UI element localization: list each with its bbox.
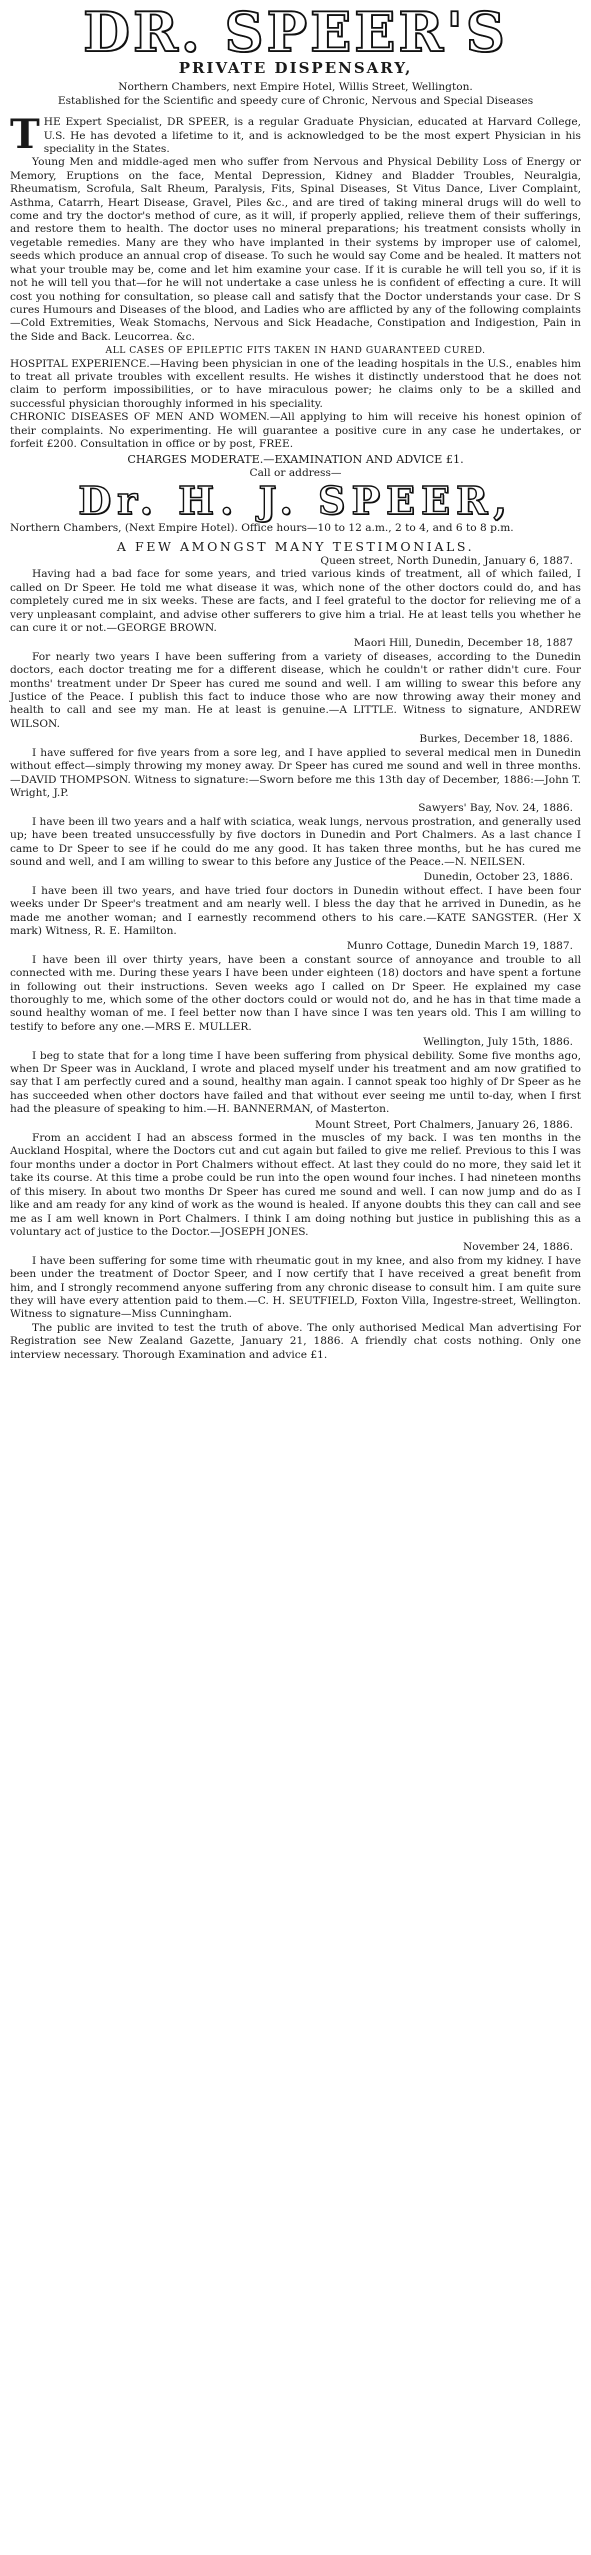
testimonial [10,871,581,938]
hospital-text: —Having been physician in one of the leading hospitals in the U.S., enables him to treat all private troubles with excellent results. He wishes it distinctly understood that he does not claim to perform impossibilities, or to have miraculous power; he claims only to be a skilled and successful physician thoroughly informed in his speciality. [10,357,581,410]
testimonial [10,733,581,800]
symptoms-paragraph: Young Men and middle-aged men who suffer from Nervous and Physical Debility Loss of Energy or Memory, Eruptions on the face, Mental Depression, Kidney and Bladder Troubles, Neuralgia, Rheumatism, Scrofula, Salt Rheum, Paralysis, Fits, Spinal Diseases, St Vitus Dance, Liver Complaint, Asthma, Catarrh, Heart Disease, Gravel, Piles &c., and are tired of taking mineral drugs will do well to come and try the doctor's method of cure, as it will, if properly applied, relieve them of their sufferings, and restore them to health. The doctor uses no mineral preparations; his treatment consists wholly in vegetable remedies. Many are they who have implanted in their systems by improper use of calomel, seeds which produce an annual crop of disease. To such he would say Come and be healed. It matters not what your trouble may be, come and let him examine your case. If it is curable he will tell you so, if it is not he will tell you that—for he will not undertake a case unless he is confident of effecting a cure. It will cost you nothing for consultation, so please call and satisfy that the Doctor understands your case. Dr S cures Humours and Diseases of the blood, and Ladies who are afflicted by any of the following complaints—Cold Extremities, Weak Stomachs, Nervous and Sick Headache, Constipation and Indigestion, Pain in the Side and Back. Leucorrea. &c. [10,156,581,343]
intro-text: HE Expert Specialist, DR SPEER, is a regular Graduate Physician, educated at Harvard College, U.S. He has devoted a lifetime to it, and is acknowledged to be the most expert Physician in his speciality in the States. [43,116,581,156]
doctor-name: Dr. H. J. SPEER, [78,478,513,524]
testimonial [10,637,581,731]
drop-cap: T [10,111,40,159]
established-line: Established for the Scientific and speedy cure of Chronic, Nervous and Special Diseases [57,94,534,107]
testimonial-place: Maori Hill, Dunedin, December 18, 1887 [353,637,573,650]
testimonials-heading: A FEW AMONGST MANY TESTIMONIALS. [116,538,475,554]
office-hours: Northern Chambers, (Next Empire Hotel). Office hours—10 to 12 a.m., 2 to 4, and 6 to 8 p.m. [10,522,514,535]
testimonial-text: I have been ill two years and a half with sciatica, weak lungs, nervous prostration, and generally used up; have been treated unsuccessfully by five doctors in Dunedin and Port Chalmers. As a last chance I came to Dr Speer to see if he could do me any good. It has taken three months, but he has cured me sound and well, and I am willing to swear to this before any Justice of the Peace.—N. NEILSEN. [10,815,581,868]
advertisement [10,0,581,1362]
hospital-paragraph [10,358,581,412]
testimonial-place: Dunedin, October 23, 1886. [423,871,573,884]
closing-paragraph: The public are invited to test the truth of above. The only authorised Medical Man advertising For Registration see New Zealand Gazette, January 21, 1886. A friendly chat costs nothing. Only one interview necessary. Thorough Examination and advice £1. [10,1321,581,1361]
testimonial-text: I have been ill two years, and have tried four doctors in Dunedin without effect. I have been four weeks under Dr Speer's treatment and am nearly well. I bless the day that he arrived in Dunedin, as he made me another woman; and I earnestly recommend others to his care.—KATE SANGSTER. (Her X mark) Witness, R. E. Hamilton. [10,884,581,937]
chronic-text: —All applying to him will receive his honest opinion of their complaints. No experimenting. He will guarantee a positive cure in any case he undertakes, or forfeit £200. Consultation in office or by post, FREE. [10,411,581,450]
testimonial [10,1241,581,1321]
testimonial-text: From an accident I had an abscess formed in the muscles of my back. I was ten months in the Auckland Hospital, where the Doctors cut and cut again but failed to give me relief. Previous to this I was four months under a doctor in Port Chalmers without effect. At last they could do no more, they said let it take its course. At this time a probe could be run into the open wound four inches. I had nineteen months of this misery. In about two months Dr Speer has cured me sound and well. I can now jump and do as I like and am ready for any kind of work as the wound is healed. If anyone doubts this they can call and see me as I am well known in Port Chalmers. I think I am doing nothing but justice in publishing this as a voluntary act of justice to the Doctor.—JOSEPH JONES. [10,1132,581,1238]
testimonial-place: Burkes, December 18, 1886. [419,733,573,746]
testimonial-place: Munro Cottage, Dunedin March 19, 1887. [346,940,573,953]
testimonial [10,1036,581,1116]
testimonial-place: Wellington, July 15th, 1886. [423,1036,573,1049]
testimonial [10,555,581,635]
testimonial-place: Queen street, North Dunedin, January 6, 1887. [320,555,573,567]
intro-paragraph [10,111,581,159]
testimonial-text: I have been ill over thirty years, have been a constant source of annoyance and trouble to all connected with me. During these years I have been under eighteen (18) doctors and have spent a fortune in following out their instructions. Seven weeks ago I called on Dr Speer. He explained my case thoroughly to me, which some of the other doctors could or would not do, and he has in that time made a sound healthy woman of me. I feel better now than I have since I was ten years old. This I am willing to testify to before any one.—MRS E. MULLER. [10,953,581,1033]
testimonial-text: I have been suffering for some time with rheumatic gout in my knee, and also from my kidney. I have been under the treatment of Doctor Speer, and I now certify that I have received a great benefit from him, and I strongly recommend anyone suffering from any chronic disease to consult him. I am quite sure they will have every attention paid to them.—C. H. SEUTFIELD, Foxton Villa, Ingestre-street, Wellington. Witness to signature—Miss Cunningham. [10,1254,581,1321]
testimonial-place: Mount Street, Port Chalmers, January 26, 1886. [314,1118,573,1131]
testimonial-text: Having had a bad face for some years, and tried various kinds of treatment, all of which failed, I called on Dr Speer. He told me what disease it was, which none of the other doctors could do, and has completely cured me in six weeks. These are facts, and I feel grateful to the doctor for relieving me of a very unpleasant complaint, and advise other sufferers to give him a trial. He at least tells you whether he can cure it or not.—GEORGE BROWN. [10,568,581,635]
testimonial [10,1119,581,1240]
hospital-heading: HOSPITAL EXPERIENCE. [10,357,150,370]
testimonial [10,940,581,1034]
charges-line: CHARGES MODERATE.—EXAMINATION AND ADVICE £1. [127,453,464,467]
chronic-heading: CHRONIC DISEASES OF MEN AND WOMEN. [10,411,270,424]
testimonial-text: I have suffered for five years from a sore leg, and I have applied to several medical men in Dunedin without effect—simply throwing my money away. Dr Speer has cured me sound and well in three months.—DAVID THOMPSON. Witness to signature:—Sworn before me this 13th day of December, 1886:—John T. Wright, J.P. [10,746,581,799]
epileptic-notice: ALL CASES OF EPILEPTIC FITS TAKEN IN HAND GUARANTEED CURED. [105,345,486,357]
testimonial [10,802,581,869]
chronic-paragraph [10,411,581,451]
testimonial-place: Sawyers' Bay, Nov. 24, 1886. [418,802,573,815]
subtitle: PRIVATE DISPENSARY, [178,59,413,77]
page-title: DR. SPEER'S [83,0,508,64]
testimonial-text: For nearly two years I have been suffering from a variety of diseases, according to the Dunedin doctors, each doctor treating me for a different disease, which he couldn't or rather didn't cure. Four months' treatment under Dr Speer has cured me sound and well. I am willing to swear this before any Justice of the Peace. I publish this fact to induce those who are now throwing away their money and health to call and see my man. He at least is genuine.—A LITTLE. Witness to signature, ANDREW WILSON. [10,650,581,730]
testimonial-text: I beg to state that for a long time I have been suffering from physical debility. Some five months ago, when Dr Speer was in Auckland, I wrote and placed myself under his treatment and am now gratified to say that I am perfectly cured and a sound, healthy man again. I cannot speak too highly of Dr Speer as he has succeeded when other doctors have failed and that without ever seeing me until to-day, when I first had the pleasure of speaking to him.—H. BANNERMAN, of Masterton. [10,1049,581,1116]
address-line: Northern Chambers, next Empire Hotel, Willis Street, Wellington. [118,81,473,94]
call-line: Call or address— [249,466,342,479]
testimonial-place: November 24, 1886. [463,1241,573,1254]
